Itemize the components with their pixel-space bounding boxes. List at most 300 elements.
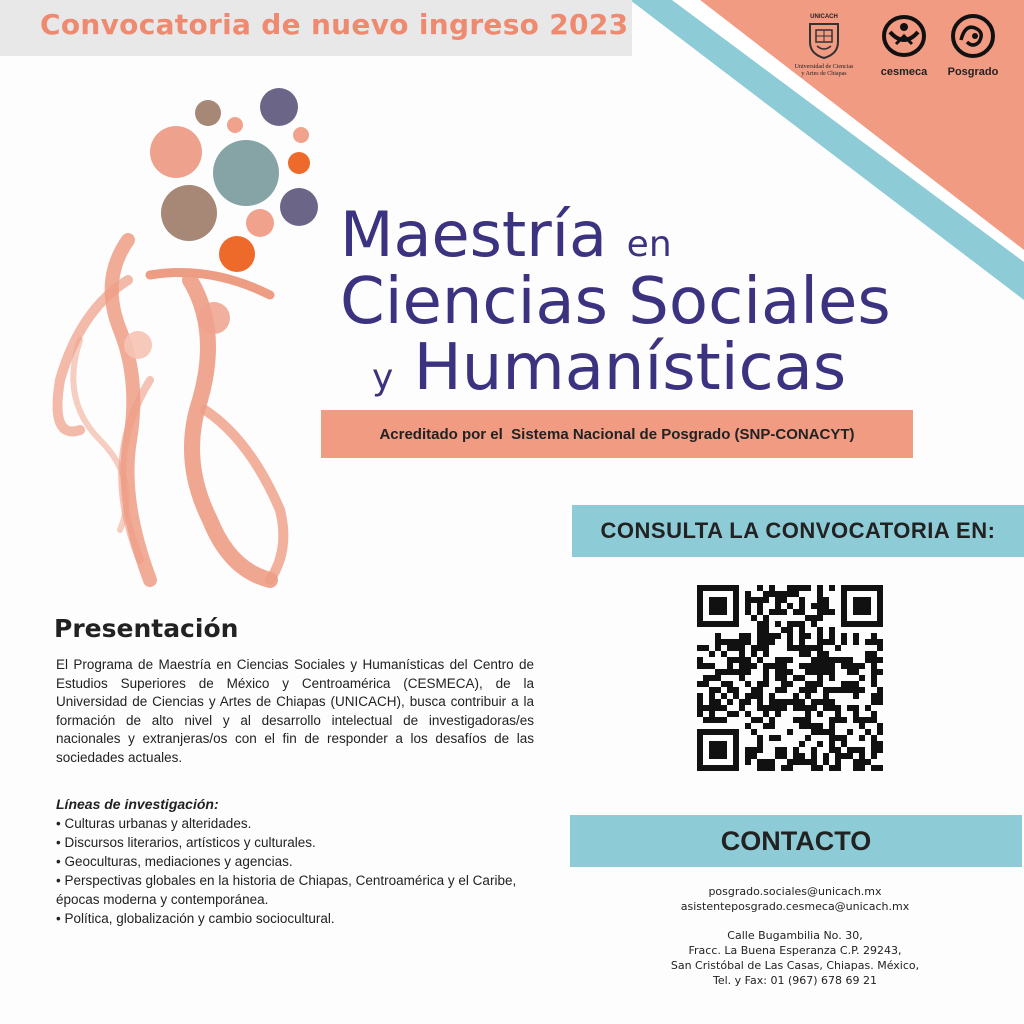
qr-module	[721, 729, 727, 735]
qr-module	[727, 669, 733, 675]
qr-module	[793, 645, 799, 651]
unicach-logo-line2: y Artes de Chiapas	[801, 71, 847, 77]
qr-module	[709, 753, 715, 759]
qr-module	[787, 699, 793, 705]
qr-module	[745, 699, 751, 705]
qr-module	[835, 717, 841, 723]
qr-module	[739, 675, 745, 681]
qr-module	[733, 747, 739, 753]
qr-module	[847, 747, 853, 753]
qr-module	[805, 633, 811, 639]
qr-module	[781, 591, 787, 597]
qr-module	[715, 717, 721, 723]
qr-module	[739, 705, 745, 711]
qr-module	[721, 747, 727, 753]
qr-module	[739, 633, 745, 639]
consulta-text: CONSULTA LA CONVOCATORIA EN:	[600, 518, 996, 543]
qr-module	[817, 741, 823, 747]
qr-module	[865, 639, 871, 645]
dancer-right-leg	[205, 410, 283, 580]
qr-module	[769, 633, 775, 639]
qr-module	[775, 753, 781, 759]
contact-details	[600, 884, 990, 988]
qr-module	[757, 687, 763, 693]
qr-module	[727, 657, 733, 663]
qr-module	[859, 597, 865, 603]
circle-decoration	[219, 236, 255, 272]
dancer-swirl	[73, 340, 126, 530]
qr-module	[841, 741, 847, 747]
presentation-body: El Programa de Maestría en Ciencias Sociales y Humanísticas del Centro de Estudios Superiores de México y Centroamérica (CESMECA), de la Universidad de Ciencias y Artes de Chiapas (UNICACH), busca contribuir a la formación de alto nivel y al desarrollo intelectual de investigadoras/es nacionales y extranjeras/os con el fin de responder a los desafíos de las sociedades actuales.	[56, 657, 534, 765]
qr-module	[703, 663, 709, 669]
qr-module	[757, 633, 763, 639]
qr-module	[775, 609, 781, 615]
qr-module	[775, 711, 781, 717]
qr-module	[859, 765, 865, 771]
title-word-maestria: Maestría	[340, 198, 607, 271]
qr-module	[817, 663, 823, 669]
qr-module	[853, 669, 859, 675]
qr-module	[793, 705, 799, 711]
qr-code[interactable]	[697, 585, 883, 771]
qr-module	[775, 657, 781, 663]
qr-module	[745, 753, 751, 759]
qr-module	[841, 591, 847, 597]
qr-module	[853, 765, 859, 771]
qr-module	[757, 759, 763, 765]
qr-module	[799, 717, 805, 723]
qr-module	[823, 669, 829, 675]
qr-module	[745, 669, 751, 675]
qr-module	[829, 627, 835, 633]
qr-module	[817, 657, 823, 663]
qr-module	[853, 687, 859, 693]
qr-module	[709, 585, 715, 591]
qr-module	[871, 747, 877, 753]
qr-module	[757, 735, 763, 741]
qr-module	[709, 741, 715, 747]
qr-module	[853, 639, 859, 645]
qr-module	[859, 609, 865, 615]
qr-module	[787, 633, 793, 639]
qr-module	[709, 705, 715, 711]
qr-module	[841, 597, 847, 603]
qr-module	[841, 639, 847, 645]
qr-module	[877, 729, 883, 735]
qr-module	[835, 645, 841, 651]
dancer-right-arm	[150, 273, 270, 296]
qr-module	[721, 597, 727, 603]
qr-module	[721, 669, 727, 675]
qr-module	[871, 621, 877, 627]
qr-module	[811, 687, 817, 693]
qr-module	[877, 609, 883, 615]
qr-module	[817, 639, 823, 645]
qr-module	[787, 765, 793, 771]
qr-module	[751, 693, 757, 699]
qr-module	[811, 753, 817, 759]
qr-module	[871, 711, 877, 717]
qr-module	[739, 651, 745, 657]
qr-module	[763, 765, 769, 771]
qr-module	[847, 681, 853, 687]
qr-module	[835, 747, 841, 753]
address-line: Fracc. La Buena Esperanza C.P. 29243,	[688, 944, 902, 957]
intake-banner	[0, 0, 632, 56]
qr-module	[811, 657, 817, 663]
qr-module	[739, 657, 745, 663]
qr-module	[823, 639, 829, 645]
qr-module	[733, 759, 739, 765]
qr-module	[709, 609, 715, 615]
qr-module	[781, 663, 787, 669]
contact-email[interactable]: posgrado.sociales@unicach.mx	[708, 885, 882, 898]
qr-module	[715, 741, 721, 747]
qr-module	[841, 603, 847, 609]
qr-module	[709, 603, 715, 609]
research-lines-heading: Líneas de investigación:	[56, 796, 219, 812]
qr-module	[745, 759, 751, 765]
qr-module	[811, 669, 817, 675]
qr-module	[775, 597, 781, 603]
qr-module	[709, 675, 715, 681]
qr-module	[715, 585, 721, 591]
qr-module	[811, 663, 817, 669]
qr-module	[871, 663, 877, 669]
qr-module	[799, 723, 805, 729]
qr-module	[865, 651, 871, 657]
qr-module	[781, 699, 787, 705]
qr-module	[793, 609, 799, 615]
qr-module	[859, 663, 865, 669]
qr-module	[727, 639, 733, 645]
qr-module	[871, 669, 877, 675]
qr-module	[811, 723, 817, 729]
qr-module	[763, 597, 769, 603]
qr-module	[715, 675, 721, 681]
qr-module	[853, 747, 859, 753]
qr-module	[781, 705, 787, 711]
circle-decoration	[195, 100, 221, 126]
qr-module	[799, 663, 805, 669]
qr-module	[769, 663, 775, 669]
circle-decoration	[161, 185, 217, 241]
qr-module	[709, 711, 715, 717]
research-line-item: • Política, globalización y cambio sociocultural.	[56, 911, 335, 926]
qr-module	[733, 729, 739, 735]
qr-module	[745, 747, 751, 753]
qr-module	[751, 651, 757, 657]
qr-module	[859, 735, 865, 741]
qr-module	[871, 741, 877, 747]
qr-module	[823, 657, 829, 663]
qr-module	[841, 633, 847, 639]
qr-module	[859, 753, 865, 759]
qr-module	[775, 591, 781, 597]
qr-module	[865, 585, 871, 591]
qr-module	[727, 681, 733, 687]
qr-module	[799, 645, 805, 651]
qr-module	[877, 591, 883, 597]
title-line-1	[340, 198, 672, 271]
qr-module	[799, 633, 805, 639]
qr-module	[763, 645, 769, 651]
qr-module	[823, 609, 829, 615]
qr-module	[823, 663, 829, 669]
qr-module	[715, 765, 721, 771]
qr-module	[817, 591, 823, 597]
qr-module	[757, 639, 763, 645]
qr-module	[769, 759, 775, 765]
qr-module	[871, 657, 877, 663]
qr-module	[721, 717, 727, 723]
qr-module	[871, 765, 877, 771]
qr-module	[817, 729, 823, 735]
qr-module	[697, 729, 703, 735]
qr-module	[757, 657, 763, 663]
qr-module	[853, 597, 859, 603]
qr-module	[853, 663, 859, 669]
qr-module	[697, 765, 703, 771]
qr-module	[697, 753, 703, 759]
qr-module	[781, 765, 787, 771]
qr-module	[805, 735, 811, 741]
qr-module	[727, 621, 733, 627]
qr-module	[871, 681, 877, 687]
qr-module	[817, 609, 823, 615]
qr-module	[799, 687, 805, 693]
qr-module	[841, 615, 847, 621]
qr-module	[745, 591, 751, 597]
qr-module	[709, 729, 715, 735]
qr-module	[787, 759, 793, 765]
qr-module	[775, 735, 781, 741]
qr-module	[817, 765, 823, 771]
circle-decoration	[227, 117, 243, 133]
qr-module	[763, 651, 769, 657]
circle-decoration	[280, 188, 318, 226]
qr-module	[853, 603, 859, 609]
qr-module	[781, 669, 787, 675]
qr-module	[751, 747, 757, 753]
qr-module	[781, 753, 787, 759]
qr-module	[709, 597, 715, 603]
qr-module	[817, 597, 823, 603]
qr-module	[709, 693, 715, 699]
qr-module	[781, 609, 787, 615]
qr-module	[877, 639, 883, 645]
circle-decoration	[213, 140, 279, 206]
qr-module	[757, 705, 763, 711]
qr-module	[829, 717, 835, 723]
qr-module	[745, 639, 751, 645]
qr-module	[823, 651, 829, 657]
qr-module	[847, 729, 853, 735]
qr-module	[775, 603, 781, 609]
qr-module	[811, 759, 817, 765]
qr-module	[877, 621, 883, 627]
contact-bar	[570, 815, 1022, 867]
qr-module	[853, 621, 859, 627]
qr-module	[829, 663, 835, 669]
qr-module	[811, 699, 817, 705]
qr-module	[727, 729, 733, 735]
qr-module	[853, 717, 859, 723]
qr-module	[835, 753, 841, 759]
qr-module	[715, 669, 721, 675]
qr-module	[877, 747, 883, 753]
qr-module	[697, 747, 703, 753]
qr-module	[805, 645, 811, 651]
qr-module	[733, 753, 739, 759]
qr-module	[763, 681, 769, 687]
qr-module	[733, 669, 739, 675]
qr-module	[715, 645, 721, 651]
qr-module	[715, 597, 721, 603]
qr-module	[745, 657, 751, 663]
qr-module	[829, 741, 835, 747]
qr-module	[811, 645, 817, 651]
qr-module	[865, 603, 871, 609]
qr-module	[697, 585, 703, 591]
address-line: San Cristóbal de Las Casas, Chiapas. México,	[670, 959, 920, 972]
qr-module	[733, 693, 739, 699]
qr-module	[757, 609, 763, 615]
qr-module	[799, 705, 805, 711]
qr-module	[793, 591, 799, 597]
qr-module	[757, 585, 763, 591]
qr-module	[829, 723, 835, 729]
qr-module	[865, 729, 871, 735]
qr-module	[787, 585, 793, 591]
qr-module	[847, 705, 853, 711]
phone-line: Tel. y Fax: 01 (967) 678 69 21	[713, 974, 877, 987]
accreditation-text: Acreditado por el Sistema Nacional de Posgrado (SNP-CONACYT)	[379, 425, 855, 443]
qr-module	[817, 669, 823, 675]
qr-module	[817, 699, 823, 705]
qr-module	[829, 675, 835, 681]
logos-group	[790, 14, 1006, 94]
qr-module	[697, 741, 703, 747]
qr-module	[727, 663, 733, 669]
dancer-figures	[58, 240, 284, 580]
qr-module	[721, 651, 727, 657]
qr-module	[871, 639, 877, 645]
qr-module	[799, 627, 805, 633]
qr-module	[703, 645, 709, 651]
qr-module	[811, 621, 817, 627]
qr-module	[733, 639, 739, 645]
qr-module	[769, 609, 775, 615]
qr-module	[703, 717, 709, 723]
qr-module	[733, 657, 739, 663]
qr-module	[769, 765, 775, 771]
circle-decoration	[293, 127, 309, 143]
qr-module	[799, 651, 805, 657]
qr-module	[739, 669, 745, 675]
qr-module	[799, 699, 805, 705]
qr-module	[763, 639, 769, 645]
contact-email[interactable]: asistenteposgrado.cesmeca@unicach.mx	[680, 900, 910, 913]
qr-module	[847, 585, 853, 591]
qr-module	[817, 651, 823, 657]
qr-module	[811, 615, 817, 621]
qr-module	[829, 609, 835, 615]
qr-module	[757, 693, 763, 699]
qr-module	[829, 687, 835, 693]
qr-module	[715, 687, 721, 693]
circle-decoration	[288, 152, 310, 174]
qr-module	[751, 753, 757, 759]
qr-module	[775, 687, 781, 693]
qr-module	[721, 603, 727, 609]
qr-module	[853, 711, 859, 717]
qr-module	[733, 711, 739, 717]
title-line-3	[372, 331, 847, 405]
qr-module	[757, 717, 763, 723]
qr-module	[829, 735, 835, 741]
qr-module	[721, 705, 727, 711]
qr-module	[859, 603, 865, 609]
qr-module	[811, 747, 817, 753]
qr-module	[703, 705, 709, 711]
qr-module	[781, 675, 787, 681]
qr-module	[715, 639, 721, 645]
qr-module	[805, 669, 811, 675]
qr-module	[745, 609, 751, 615]
qr-module	[829, 585, 835, 591]
qr-module	[757, 645, 763, 651]
qr-module	[769, 585, 775, 591]
qr-module	[733, 585, 739, 591]
qr-module	[745, 711, 751, 717]
qr-module	[703, 729, 709, 735]
qr-module	[817, 627, 823, 633]
qr-module	[811, 681, 817, 687]
qr-module	[763, 711, 769, 717]
qr-module	[877, 597, 883, 603]
qr-module	[763, 591, 769, 597]
qr-module	[841, 657, 847, 663]
qr-module	[697, 735, 703, 741]
qr-module	[853, 693, 859, 699]
qr-module	[799, 741, 805, 747]
qr-module	[757, 603, 763, 609]
qr-module	[799, 621, 805, 627]
qr-module	[721, 681, 727, 687]
qr-module	[835, 765, 841, 771]
qr-module	[805, 723, 811, 729]
qr-module	[829, 729, 835, 735]
qr-module	[733, 735, 739, 741]
qr-module	[751, 687, 757, 693]
qr-module	[823, 603, 829, 609]
unicach-logo-top: UNICACH	[810, 14, 838, 20]
dancer-head	[124, 331, 152, 359]
qr-module	[697, 705, 703, 711]
qr-module	[799, 603, 805, 609]
qr-module	[877, 741, 883, 747]
research-lines-list	[56, 814, 536, 928]
qr-module	[817, 603, 823, 609]
research-line-item: • Perspectivas globales en la historia de Chiapas, Centroamérica y el Caribe, épocas moderna y contemporánea.	[56, 873, 517, 907]
qr-module	[763, 759, 769, 765]
qr-module	[763, 705, 769, 711]
qr-module	[715, 753, 721, 759]
qr-module	[775, 699, 781, 705]
qr-module	[781, 747, 787, 753]
qr-module	[853, 681, 859, 687]
